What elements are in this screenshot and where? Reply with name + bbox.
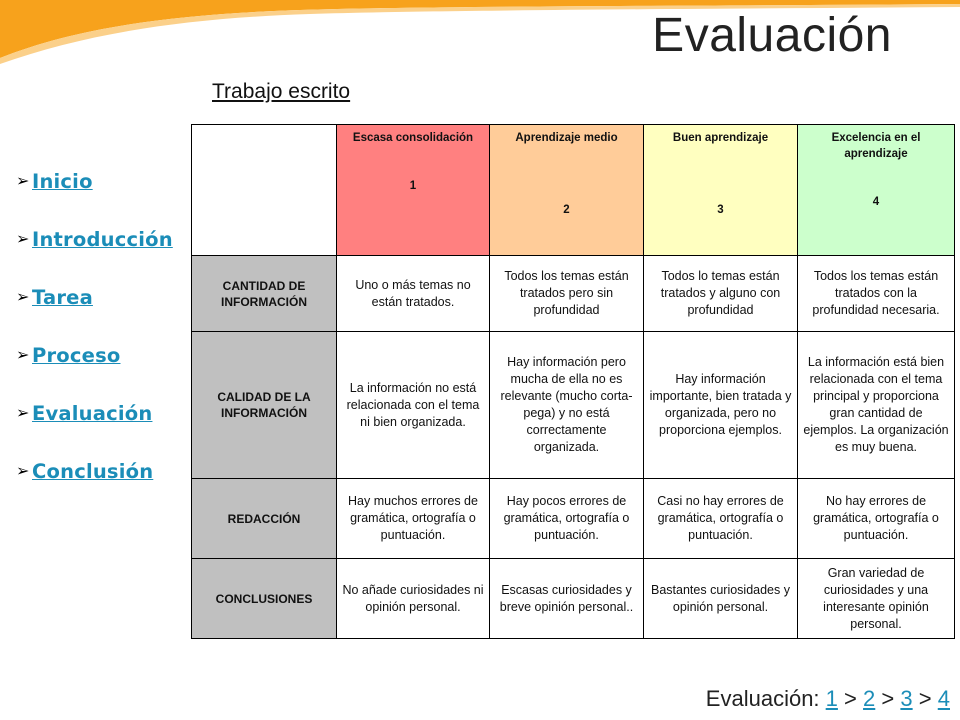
criterion-label: CANTIDAD DE INFORMACIÓN [192, 256, 337, 332]
criterion-label: REDACCIÓN [192, 479, 337, 559]
rubric-cell: Hay muchos errores de gramática, ortografía o puntuación. [337, 479, 490, 559]
arrow-bullet-icon: ➢ [16, 347, 30, 364]
nav-item-introduccion [16, 210, 173, 268]
nav-item-evaluacion [16, 384, 173, 442]
nav-item-conclusion [16, 442, 173, 500]
rubric-cell: Casi no hay errores de gramática, ortografía o puntuación. [644, 479, 798, 559]
arrow-bullet-icon: ➢ [16, 289, 30, 306]
nav-item-inicio [16, 152, 173, 210]
pagination-label: Evaluación: [705, 686, 820, 711]
nav-link-tarea[interactable]: Tarea [32, 285, 93, 309]
level-name: Buen aprendizaje [672, 132, 769, 144]
page-title: Evaluación [652, 9, 892, 62]
page-link-4[interactable]: 4 [937, 686, 950, 711]
rubric-cell: No añade curiosidades ni opinión personal. [337, 559, 490, 639]
rubric-cell: Todos lo temas están tratados y alguno con profundidad [644, 256, 798, 332]
pagination-separator: > [844, 686, 857, 711]
level-name: Aprendizaje medio [515, 132, 618, 144]
rubric-cell: La información está bien relacionada con el tema principal y proporciona gran cantidad de ejemplos. La organización es muy buena. [798, 332, 955, 479]
arrow-bullet-icon: ➢ [16, 173, 30, 190]
page-link-2[interactable]: 2 [863, 686, 876, 711]
level-header-4 [798, 125, 955, 256]
arrow-bullet-icon: ➢ [16, 231, 30, 248]
evaluation-pagination [706, 686, 950, 712]
pagination-separator: > [918, 686, 932, 711]
page-link-3[interactable]: 3 [900, 686, 913, 711]
rubric-cell: Hay información importante, bien tratada y organizada, pero no proporciona ejemplos. [644, 332, 798, 479]
nav-link-conclusion[interactable]: Conclusión [32, 459, 154, 483]
section-subtitle: Trabajo escrito [212, 80, 351, 103]
rubric-cell: Bastantes curiosidades y opinión personal. [644, 559, 798, 639]
rubric-row [192, 256, 955, 332]
rubric-cell: Todos los temas están tratados con la profundidad necesaria. [798, 256, 955, 332]
level-name: Excelencia en el aprendizaje [831, 132, 921, 160]
rubric-row [192, 559, 955, 639]
nav-item-proceso [16, 326, 173, 384]
nav-link-introduccion[interactable]: Introducción [32, 227, 173, 251]
page-link-1[interactable]: 1 [825, 686, 838, 711]
rubric-row [192, 332, 955, 479]
criterion-label: CONCLUSIONES [192, 559, 337, 639]
level-score: 2 [563, 204, 570, 216]
level-header-1 [337, 125, 490, 256]
criterion-label: CALIDAD DE LA INFORMACIÓN [192, 332, 337, 479]
rubric-row [192, 479, 955, 559]
level-score: 4 [872, 196, 880, 208]
nav-link-inicio[interactable]: Inicio [32, 169, 93, 193]
rubric-cell: No hay errores de gramática, ortografía o puntuación. [798, 479, 955, 559]
arrow-bullet-icon: ➢ [16, 463, 30, 480]
rubric-table [191, 124, 955, 639]
rubric-cell: La información no está relacionada con el tema ni bien organizada. [337, 332, 490, 479]
level-score: 1 [409, 180, 417, 192]
level-name: Escasa consolidación [352, 132, 474, 144]
rubric-header-row [192, 125, 955, 256]
pagination-separator: > [881, 686, 895, 711]
nav-link-proceso[interactable]: Proceso [32, 343, 121, 367]
rubric-cell: Uno o más temas no están tratados. [337, 256, 490, 332]
nav-link-evaluacion[interactable]: Evaluación [32, 401, 153, 425]
rubric-cell: Hay pocos errores de gramática, ortografía o puntuación. [490, 479, 644, 559]
rubric-cell: Hay información pero mucha de ella no es relevante (mucho corta-pega) y no está correctamente organizada. [490, 332, 644, 479]
level-header-3 [644, 125, 798, 256]
rubric-cell: Escasas curiosidades y breve opinión personal.. [490, 559, 644, 639]
side-navigation [16, 152, 173, 500]
level-header-2 [490, 125, 644, 256]
rubric-cell: Gran variedad de curiosidades y una interesante opinión personal. [798, 559, 955, 639]
level-score: 3 [717, 204, 724, 216]
nav-item-tarea [16, 268, 173, 326]
rubric-corner-cell [192, 125, 337, 256]
arrow-bullet-icon: ➢ [16, 405, 30, 422]
rubric-cell: Todos los temas están tratados pero sin profundidad [490, 256, 644, 332]
